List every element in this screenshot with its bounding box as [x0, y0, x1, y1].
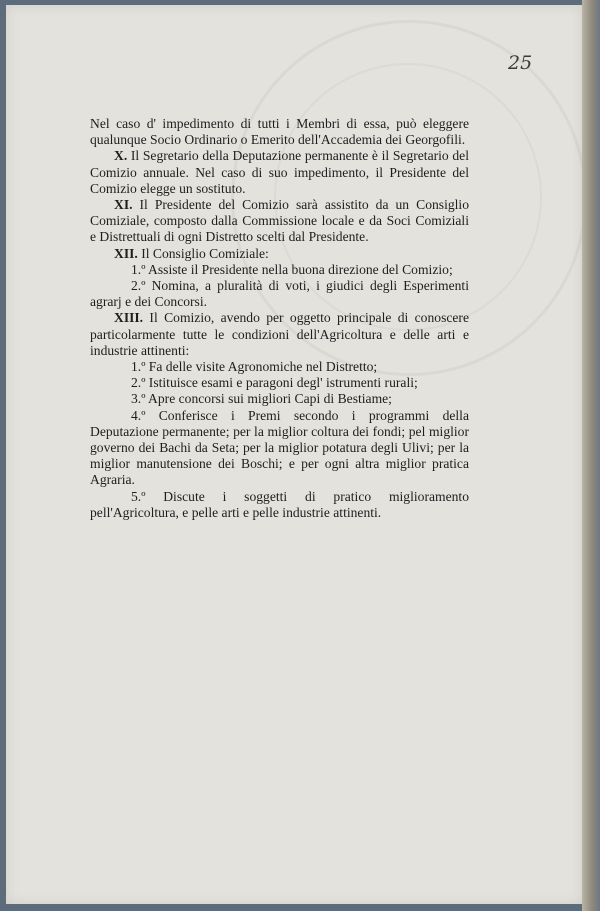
list-item: 2.º Nomina, a pluralità di voti, i giudici degli Esperimenti agrarj e dei Concorsi.	[90, 278, 469, 310]
paragraph-continuation: Nel caso d' impedimento di tutti i Membri di essa, può eleggere qualunque Socio Ordinario o Emerito dell'Accademia dei Georgofili.	[90, 116, 469, 148]
article-xiii: XIII. Il Comizio, avendo per oggetto principale di conoscere particolarmente tutte le condizioni dell'Agricoltura e delle arti e industrie attinenti:	[90, 310, 469, 358]
article-xii: XII. Il Consiglio Comiziale:	[114, 245, 269, 261]
body-text	[90, 116, 469, 521]
list-item: 4.º Conferisce i Premi secondo i programmi della Deputazione permanente; per la miglior coltura dei fondi; pel miglior governo dei Bachi da Seta; per la miglior potatura degli Ulivi; per la miglior manutensione dei Boschi; e per ogni altra miglior pratica Agraria.	[90, 407, 469, 488]
list-item: 2.º Istituisce esami e paragoni degl' istrumenti rurali;	[131, 375, 418, 391]
list-item: 3.º Apre concorsi sui migliori Capi di Bestiame;	[131, 391, 392, 407]
article-xi: XI. Il Presidente del Comizio sarà assistito da un Consiglio Comiziale, composto dalla Commissione locale e da Soci Comiziali e Distrettuali di ogni Distretto scelti dal Presidente.	[90, 197, 469, 245]
page-number: 25	[508, 52, 533, 74]
list-item: 1.º Fa delle visite Agronomiche nel Distretto;	[131, 359, 378, 375]
list-item: 1.º Assiste il Presidente nella buona direzione del Comizio;	[131, 261, 453, 277]
list-item: 5.º Discute i soggetti di pratico miglioramento pell'Agricoltura, e pelle arti e pelle industrie attinenti.	[90, 488, 469, 520]
article-x: X. Il Segretario della Deputazione permanente è il Segretario del Comizio annuale. Nel caso di suo impedimento, il Presidente del Comizio elegge un sostituto.	[90, 148, 469, 196]
page-edge	[582, 0, 600, 911]
